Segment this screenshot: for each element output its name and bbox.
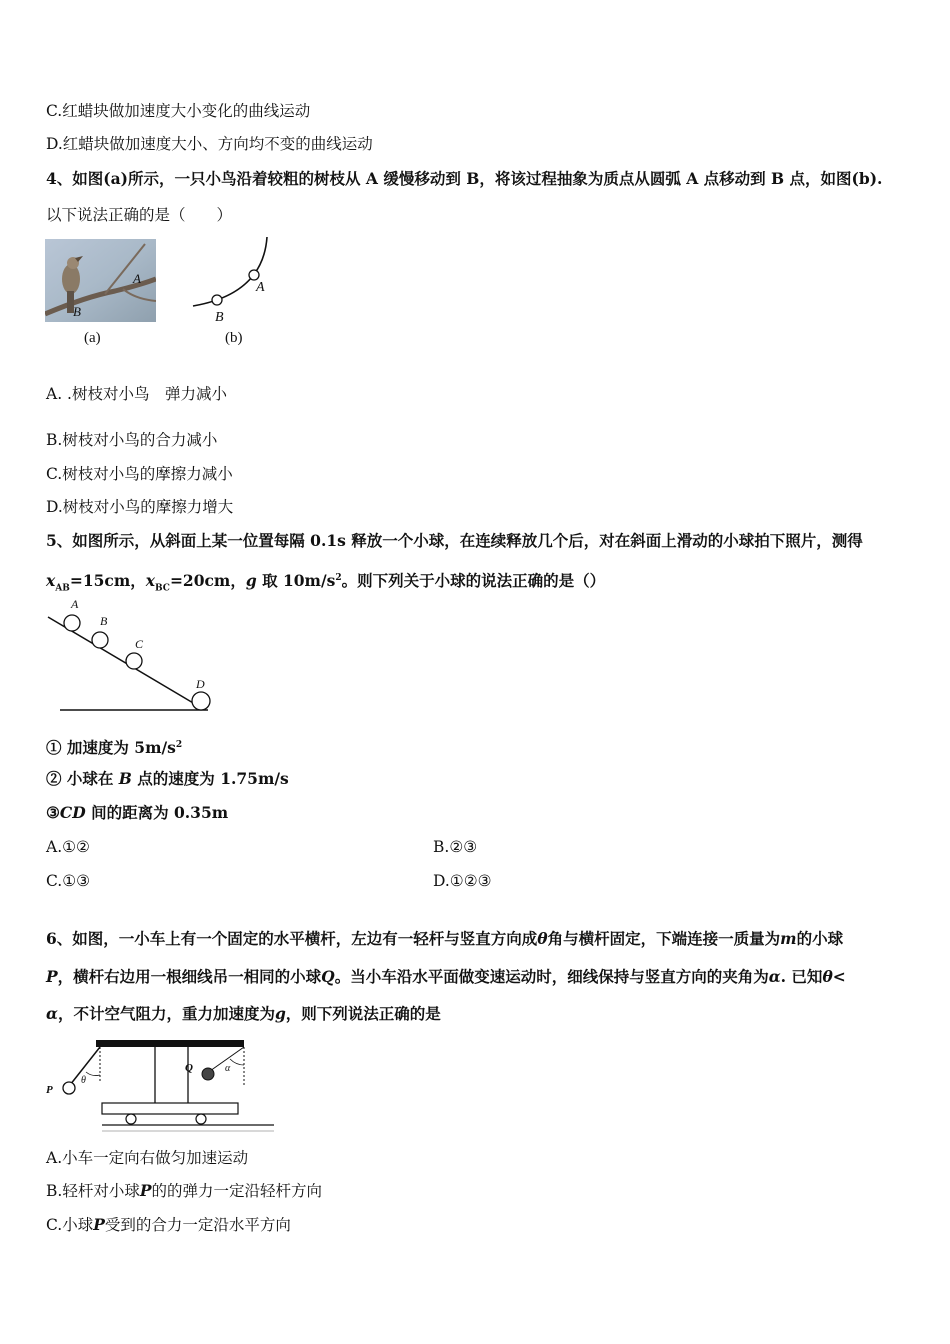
q4-option-c: C.树枝对小鸟的摩擦力减小	[46, 465, 233, 483]
q4-fig-b-label-b: B	[215, 310, 224, 325]
q5-option-c: C.①③	[46, 872, 91, 890]
q5-statement-3: ③CD 间的距离为 0.35m	[46, 803, 229, 822]
q6-fig-label-p: P	[46, 1084, 53, 1096]
q4-option-b: B.树枝对小鸟的合力减小	[46, 431, 218, 449]
q4-fig-a-label-b: B	[73, 304, 81, 319]
q6-stem-line2: P，横杆右边用一根细线吊一相同的小球Q。当小车沿水平面做变速运动时，细线保持与竖直方向的夹角为α. 已知θ<	[46, 967, 846, 986]
q4-fig-b-label-a: A	[256, 280, 265, 295]
q4-stem-line1: 4、如图(a)所示，一只小鸟沿着较粗的树枝从 A 缓慢移动到 B，将该过程抽象为质点从圆弧 A 点移动到 B 点，如图(b).	[46, 169, 883, 188]
q4-fig-b-caption: (b)	[225, 330, 243, 346]
q3-option-d: D.红蜡块做加速度大小、方向均不变的曲线运动	[46, 135, 373, 153]
q5-stem-line2: $x_{AB}=15cm$，$x_{BC}=20cm$，g 取 $10m/s^2$。则下列关于小球的说法正确的是（）	[46, 571, 606, 594]
q4-figure-a-photo	[45, 239, 156, 322]
q5-statement-1: ① 加速度为 $5m/s^2$	[46, 738, 183, 758]
q5-option-b: B.②③	[433, 838, 478, 856]
q5-incline-figure	[45, 595, 220, 717]
q3-option-c: C.红蜡块做加速度大小变化的曲线运动	[46, 102, 311, 120]
q5-fig-label-c: C	[135, 637, 144, 651]
q4-fig-a-label-a: A	[133, 271, 141, 286]
q5-option-d: D.①②③	[433, 872, 492, 890]
q6-option-c: C.小球P受到的合力一定沿水平方向	[46, 1215, 291, 1234]
q6-cart-figure	[44, 1035, 276, 1135]
q6-stem-line3: α，不计空气阻力，重力加速度为g，则下列说法正确的是	[46, 1004, 441, 1023]
q4-stem-line2: 以下说法正确的是（ ）	[46, 206, 233, 224]
q4-option-a: A. .树枝对小鸟 弹力减小	[46, 385, 227, 403]
q4-figure-b-arc	[185, 234, 280, 329]
q5-option-a: A.①②	[46, 838, 90, 856]
q5-stem-line1: 5、如图所示，从斜面上某一位置每隔 0.1s 释放一个小球，在连续释放几个后，对在斜面上滑动的小球拍下照片，测得	[46, 531, 863, 550]
bird-on-branch-image	[45, 239, 156, 322]
q6-option-b: B.轻杆对小球P的的弹力一定沿轻杆方向	[46, 1181, 322, 1200]
q4-option-d: D.树枝对小鸟的摩擦力增大	[46, 498, 234, 516]
q4-fig-a-caption: (a)	[84, 330, 101, 346]
q6-fig-label-q: Q	[185, 1062, 193, 1074]
q6-option-a: A.小车一定向右做匀加速运动	[46, 1149, 249, 1167]
q5-fig-label-d: D	[196, 677, 205, 691]
q6-fig-label-theta: θ	[81, 1075, 86, 1086]
q6-stem-line1: 6、如图，一小车上有一个固定的水平横杆，左边有一轻杆与竖直方向成θ角与横杆固定，下端连接一质量为m的小球	[46, 929, 844, 948]
q5-fig-label-a: A	[71, 597, 79, 611]
q5-statement-2: ② 小球在 B 点的速度为 1.75m/s	[46, 769, 289, 788]
q6-fig-label-alpha: α	[225, 1063, 231, 1074]
q5-fig-label-b: B	[100, 614, 108, 628]
